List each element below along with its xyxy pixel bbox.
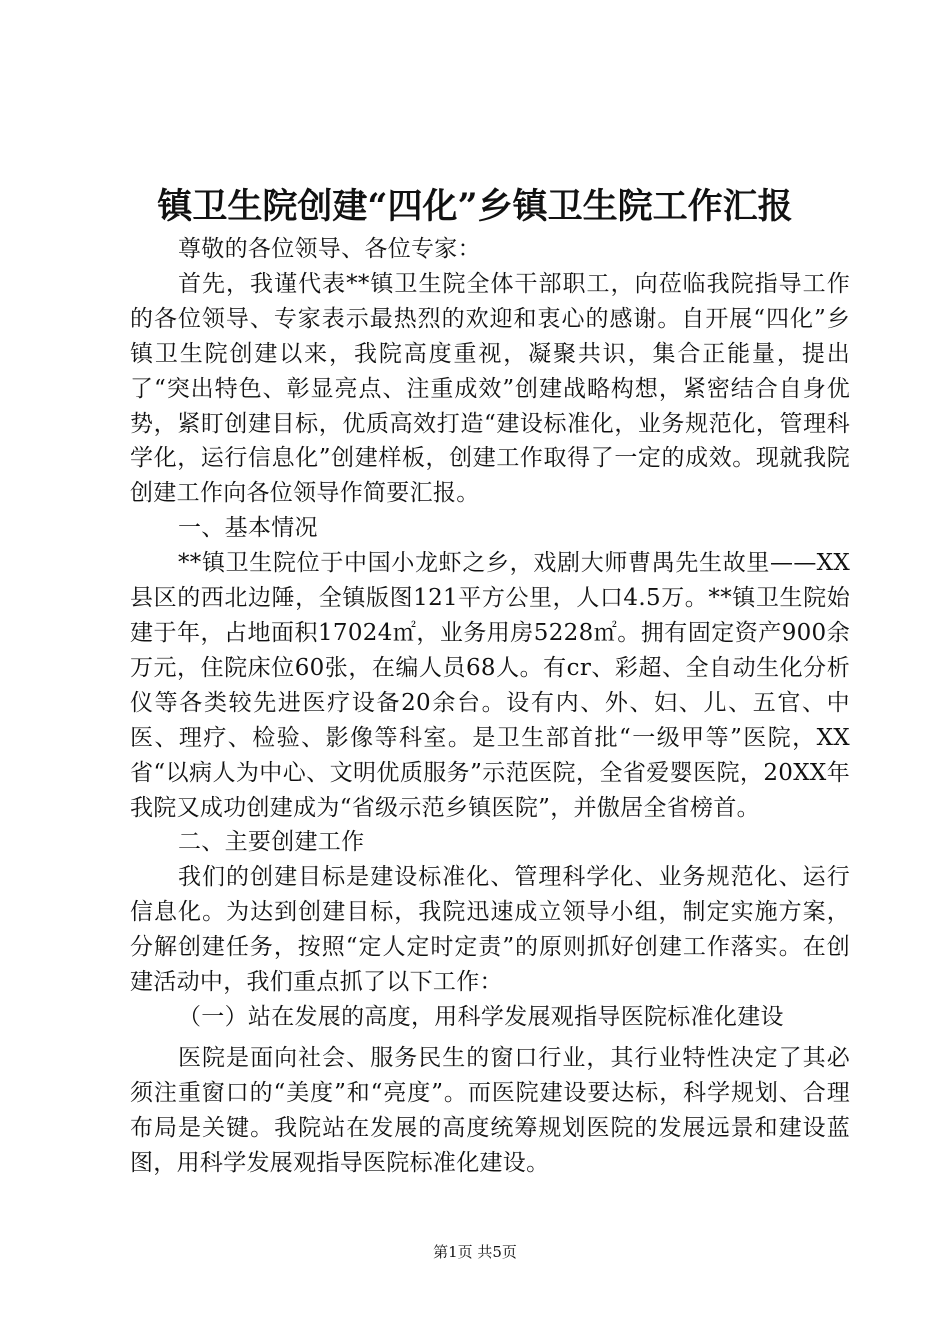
paragraph-intro: 首先，我谨代表**镇卫生院全体干部职工，向莅临我院指导工作的各位领导、专家表示最热烈的欢迎和衷心的感谢。自开展“四化”乡镇卫生院创建以来，我院高度重视，凝聚共识，集合正能量，提出了“突出特色、彰显亮点、注重成效”创建战略构想，紧密结合自身优势，紧盯创建目标，优质高效打造“建设标准化，业务规范化，管理科学化，运行信息化”创建样板，创建工作取得了一定的成效。现就我院创建工作向各位领导作简要汇报。 bbox=[130, 270, 850, 507]
paragraph-standardization: 医院是面向社会、服务民生的窗口行业，其行业特性决定了其必须注重窗口的“美度”和“亮度”。而医院建设要达标，科学规划、合理布局是关键。我院站在发展的高度统筹规划医院的发展远景和建设蓝图，用科学发展观指导医院标准化建设。 bbox=[130, 1044, 850, 1176]
salutation: 尊敬的各位领导、各位专家： bbox=[178, 236, 481, 262]
paragraph-basic-situation: **镇卫生院位于中国小龙虾之乡，戏剧大师曹禺先生故里——XX县区的西北边陲，全镇版图121平方公里，人口4.5万。**镇卫生院始建于年，占地面积17024㎡，业务用房5228㎡。拥有固定资产900余万元，住院床位60张，在编人员68人。有cr、彩超、全自动生化分析仪等各类较先进医疗设备20余台。设有内、外、妇、儿、五官、中医、理疗、检验、影像等科室。是卫生部首批“一级甲等”医院，XX省“以病人为中心、文明优质服务”示范医院，全省爱婴医院，20XX年我院又成功创建成为“省级示范乡镇医院”，并傲居全省榜首。 bbox=[130, 550, 850, 821]
section-heading-basic-situation: 一、基本情况 bbox=[178, 515, 318, 542]
section-heading-main-work: 二、主要创建工作 bbox=[178, 829, 365, 856]
document-title: 镇卫生院创建“四化”乡镇卫生院工作汇报 bbox=[157, 186, 793, 227]
page-number: 第1页 共5页 bbox=[433, 1243, 517, 1261]
document-body bbox=[130, 232, 850, 1180]
subsection-heading-standardization: （一）站在发展的高度，用科学发展观指导医院标准化建设 bbox=[178, 1003, 784, 1030]
paragraph-main-work: 我们的创建目标是建设标准化、管理科学化、业务规范化、运行信息化。为达到创建目标，我院迅速成立领导小组，制定实施方案，分解创建任务，按照“定人定时定责”的原则抓好创建工作落实。在创建活动中，我们重点抓了以下工作： bbox=[130, 864, 850, 996]
